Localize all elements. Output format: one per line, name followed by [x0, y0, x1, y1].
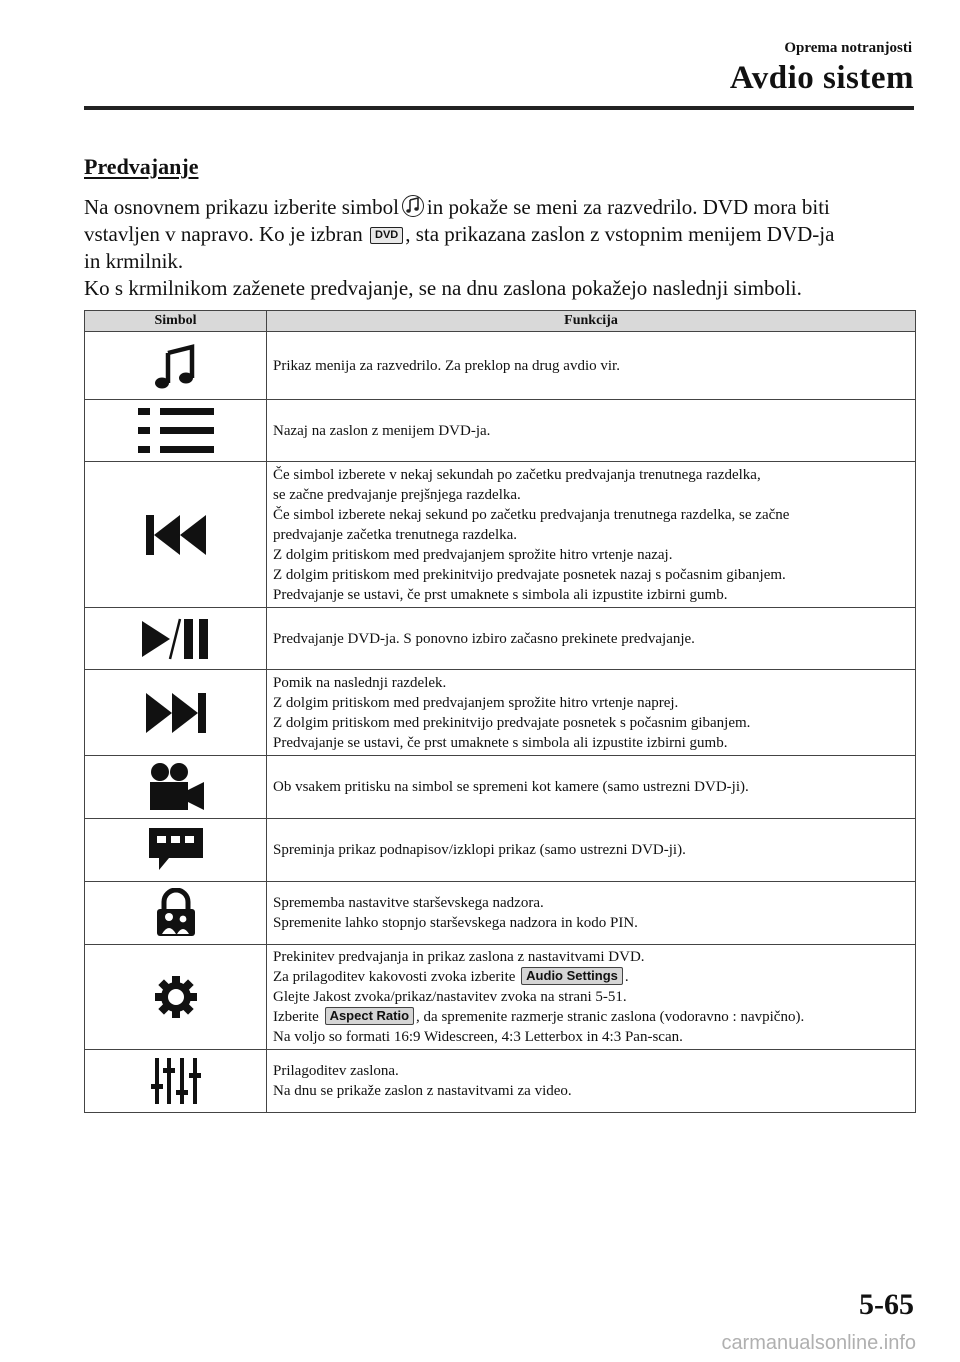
function-description-line: Predvajanje se ustavi, če prst umaknete s simbola ali izpustite izbirni gumb.: [273, 586, 728, 603]
table-row: [85, 400, 916, 462]
function-description-line: Sprememba nastavitve starševskega nadzora.: [273, 895, 544, 911]
function-description-line: Če simbol izberete v nekaj sekundah po začetku predvajanja trenutnega razdelka,: [273, 466, 761, 483]
camera-angle-icon: [146, 762, 206, 812]
section-heading: Predvajanje: [84, 154, 199, 179]
table-row: [85, 608, 916, 670]
subtitles-icon: [147, 826, 205, 874]
table-row: [85, 819, 916, 882]
menu-list-icon: [136, 406, 216, 456]
function-description: Predvajanje DVD-ja. S ponovno izbiro začasno prekinete predvajanje.: [273, 630, 695, 647]
gear-icon: [153, 974, 199, 1020]
description-text: Za prilagoditev kakovosti zvoka izberite: [273, 969, 516, 985]
next-track-icon: [144, 691, 208, 735]
play-pause-icon: [140, 617, 212, 661]
watermark: carmanualsonline.info: [721, 1332, 916, 1354]
function-description-line: Glejte Jakost zvoka/prikaz/nastavitev zvoka na strani 5-51.: [273, 989, 627, 1005]
table-row: [85, 882, 916, 945]
description-text: Izberite: [273, 1009, 319, 1025]
function-description-line: Spremenite lahko stopnjo starševskega nadzora in kodo PIN.: [273, 915, 638, 931]
description-text: .: [624, 969, 629, 985]
intro-line-2: [84, 221, 914, 248]
function-description-line: Z dolgim pritiskom med predvajanjem sprožite hitro vrtenje naprej.: [273, 694, 679, 711]
table-row: [85, 332, 916, 400]
intro-text: in pokaže se meni za razvedrilo. DVD mora biti: [426, 195, 830, 219]
function-description-line: Z dolgim pritiskom med predvajanjem sprožite hitro vrtenje nazaj.: [273, 546, 673, 563]
column-header-symbol: Simbol: [85, 311, 267, 332]
audio-settings-key: Audio Settings: [521, 967, 623, 985]
function-description: Prikaz menija za razvedrilo. Za preklop na drug avdio vir.: [273, 357, 620, 374]
table-row: [85, 1050, 916, 1113]
equalizer-sliders-icon: [151, 1056, 201, 1106]
aspect-ratio-key: Aspect Ratio: [325, 1007, 414, 1025]
function-description-line: Na voljo so formati 16:9 Widescreen, 4:3 Letterbox in 4:3 Pan-scan.: [273, 1029, 683, 1045]
intro-line-1: [84, 194, 914, 221]
table-row: [85, 756, 916, 819]
description-text: , da spremenite razmerje stranic zaslona (vodoravno : navpično).: [416, 1009, 805, 1025]
function-description-line: se začne predvajanje prejšnjega razdelka.: [273, 486, 521, 503]
function-description-line: Predvajanje se ustavi, če prst umaknete s simbola ali izpustite izbirni gumb.: [273, 734, 728, 751]
intro-text: vstavljen v napravo. Ko je izbran: [84, 222, 363, 246]
intro-paragraph: [84, 194, 914, 302]
function-description-line: Z dolgim pritiskom med prekinitvijo predvajate posnetek nazaj s počasnim gibanjem.: [273, 566, 786, 583]
function-description: Nazaj na zaslon z menijem DVD-ja.: [273, 422, 491, 439]
table-row: [85, 462, 916, 608]
function-description-line: Prilagoditev zaslona.: [273, 1063, 399, 1079]
dvd-key-label: DVD: [370, 227, 403, 244]
function-description-line: Na dnu se prikaže zaslon z nastavitvami za video.: [273, 1083, 572, 1099]
page-title: Avdio sistem: [729, 60, 914, 96]
page-number: 5-65: [859, 1288, 914, 1321]
intro-text: , sta prikazana zaslon z vstopnim menijem DVD-ja: [405, 222, 835, 246]
intro-text: Na osnovnem prikazu izberite simbol: [84, 195, 399, 219]
parental-lock-icon: [154, 888, 198, 938]
intro-line-4: Ko s krmilnikom zaženete predvajanje, se na dnu zaslona pokažejo naslednji simboli.: [84, 276, 802, 300]
function-description: Ob vsakem pritisku na simbol se spremeni kot kamere (samo ustrezni DVD-ji).: [273, 779, 749, 795]
table-header-row: [85, 311, 916, 332]
symbol-table: [84, 310, 916, 1113]
column-header-function: Funkcija: [267, 311, 916, 332]
intro-line-3: in krmilnik.: [84, 249, 184, 273]
function-description-line: Pomik na naslednji razdelek.: [273, 674, 447, 691]
function-description-line: Prekinitev predvajanja in prikaz zaslona z nastavitvami DVD.: [273, 949, 645, 965]
header-divider: [84, 106, 914, 110]
table-row: [85, 945, 916, 1050]
function-description-line: predvajanje začetka trenutnega razdelka.: [273, 526, 518, 543]
function-description-line: [273, 1007, 909, 1027]
section-title: Oprema notranjosti: [784, 40, 912, 56]
function-description-line: [273, 967, 909, 987]
function-description-line: Z dolgim pritiskom med prekinitvijo predvajate posnetek s počasnim gibanjem.: [273, 714, 751, 731]
music-note-icon: [152, 342, 200, 390]
previous-track-icon: [144, 513, 208, 557]
function-description-line: Če simbol izberete nekaj sekund po začetku predvajanja trenutnega razdelka, se začne: [273, 506, 790, 523]
table-row: [85, 670, 916, 756]
function-description: Spreminja prikaz podnapisov/izklopi prikaz (samo ustrezni DVD-ji).: [273, 842, 686, 858]
music-note-icon: [402, 194, 424, 218]
